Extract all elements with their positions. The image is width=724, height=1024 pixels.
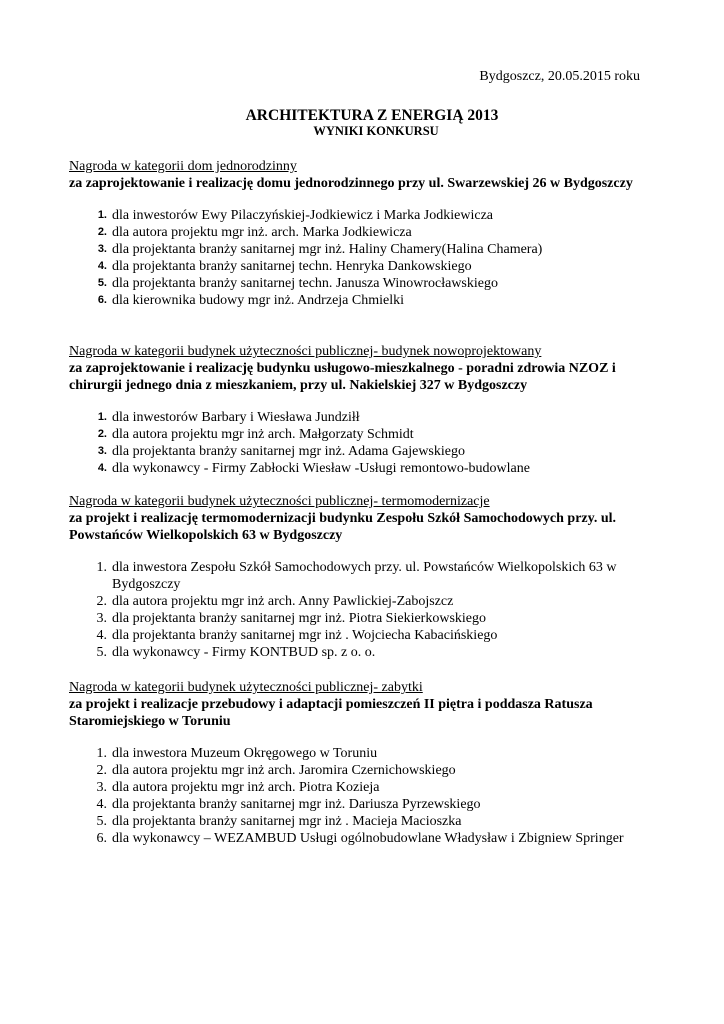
list-item <box>69 762 649 779</box>
list-item <box>69 443 649 460</box>
list-item <box>69 559 649 593</box>
list-item <box>69 593 649 610</box>
list-item <box>69 779 649 796</box>
list-item <box>69 258 649 275</box>
list-item <box>69 409 649 426</box>
list-item <box>69 830 649 847</box>
list-item-text: dla projektanta branży sanitarnej mgr inż . Wojciecha Kabacińskiego <box>112 628 498 643</box>
award-category: Nagroda w kategorii dom jednorodzinny <box>69 159 297 174</box>
list-item-text: dla projektanta branży sanitarnej mgr inż. Piotra Siekierkowskiego <box>112 611 487 626</box>
list-item-text: dla projektanta branży sanitarnej mgr inż. Adama Gajewskiego <box>112 444 465 459</box>
document-title: ARCHITEKTURA Z ENERGIĄ 2013 <box>245 107 499 124</box>
recipients-list <box>69 409 649 477</box>
list-item-text: dla wykonawcy - Firmy KONTBUD sp. z o. o. <box>112 645 376 660</box>
list-item <box>69 813 649 830</box>
list-item <box>69 275 649 292</box>
award-description: za zaprojektowanie i realizację domu jednorodzinnego przy ul. Swarzewskiej 26 w Bydgoszczy <box>69 176 633 191</box>
list-item-text: dla inwestora Muzeum Okręgowego w Toruniu <box>112 746 378 761</box>
list-number: 4. <box>96 797 107 812</box>
award-section-monuments <box>69 679 649 847</box>
award-description: za zaprojektowanie i realizację budynku usługowo-mieszkalnego - poradni zdrowia NZOZ i chirurgii jednego dnia z mieszkaniem, przy ul. Nakielskiej 327 w Bydgoszczy <box>69 361 616 393</box>
list-item <box>69 292 649 309</box>
list-item-text: dla autora projektu mgr inż arch. Małgorzaty Schmidt <box>112 427 414 442</box>
list-number: 6. <box>97 294 107 306</box>
list-number: 2. <box>96 763 107 778</box>
list-item-text: dla wykonawcy – WEZAMBUD Usługi ogólnobudowlane Władysław i Zbigniew Springer <box>112 831 624 846</box>
recipients-list <box>69 745 649 847</box>
list-item <box>69 745 649 762</box>
list-number: 1. <box>96 746 107 761</box>
list-number: 4. <box>97 462 107 474</box>
recipients-list <box>69 559 649 661</box>
list-item <box>69 207 649 224</box>
award-section-public-new-building <box>69 343 649 477</box>
list-item-text: dla autora projektu mgr inż arch. Piotra Kozieja <box>112 780 380 795</box>
recipients-list <box>69 207 649 309</box>
award-category: Nagroda w kategorii budynek użyteczności publicznej- termomodernizacje <box>69 494 490 509</box>
document-subtitle: WYNIKI KONKURSU <box>313 124 439 138</box>
list-item <box>69 241 649 258</box>
list-item-text: dla projektanta branży sanitarnej mgr inż . Macieja Macioszka <box>112 814 462 829</box>
award-section-single-family <box>69 158 649 309</box>
document-date: Bydgoszcz, 20.05.2015 roku <box>479 69 640 84</box>
list-item-text: dla inwestorów Ewy Pilaczyńskiej-Jodkiewicz i Marka Jodkiewicza <box>112 208 494 223</box>
list-item-text: dla projektanta branży sanitarnej techn. Janusza Winowrocławskiego <box>112 276 498 291</box>
list-number: 4. <box>97 260 107 272</box>
award-description: za projekt i realizacje przebudowy i adaptacji pomieszczeń II piętra i poddasza Ratusza Staromiejskiego w Toruniu <box>69 697 593 729</box>
award-category: Nagroda w kategorii budynek użyteczności publicznej- zabytki <box>69 680 423 695</box>
list-number: 3. <box>97 243 107 255</box>
list-number: 3. <box>96 611 107 626</box>
list-item <box>69 627 649 644</box>
list-number: 1. <box>96 560 107 575</box>
list-item-text: dla autora projektu mgr inż arch. Anny Pawlickiej-Zabojszcz <box>112 594 454 609</box>
list-number: 5. <box>96 814 107 829</box>
list-item <box>69 460 649 477</box>
list-number: 1. <box>97 411 107 423</box>
list-number: 3. <box>97 445 107 457</box>
award-category: Nagroda w kategorii budynek użyteczności publicznej- budynek nowoprojektowany <box>69 344 542 359</box>
list-number: 5. <box>97 277 107 289</box>
list-item-text: dla inwestora Zespołu Szkół Samochodowych przy. ul. Powstańców Wielkopolskich 63 w Bydgoszczy <box>112 560 617 592</box>
list-item-text: dla wykonawcy - Firmy Zabłocki Wiesław -Usługi remontowo-budowlane <box>112 461 530 476</box>
list-number: 5. <box>96 645 107 660</box>
list-item-text: dla projektanta branży sanitarnej mgr inż. Haliny Chamery(Halina Chamera) <box>112 242 543 257</box>
list-item <box>69 644 649 661</box>
list-number: 4. <box>96 628 107 643</box>
list-item <box>69 224 649 241</box>
list-item <box>69 610 649 627</box>
list-item-text: dla projektanta branży sanitarnej mgr inż. Dariusza Pyrzewskiego <box>112 797 481 812</box>
list-number: 2. <box>97 226 107 238</box>
list-item-text: dla inwestorów Barbary i Wiesława Jundziłł <box>112 410 360 425</box>
award-description: za projekt i realizację termomodernizacji budynku Zespołu Szkół Samochodowych przy. ul. Powstańców Wielkopolskich 63 w Bydgoszczy <box>69 511 617 543</box>
list-number: 2. <box>96 594 107 609</box>
list-number: 6. <box>96 831 107 846</box>
list-number: 2. <box>97 428 107 440</box>
list-item <box>69 796 649 813</box>
list-item <box>69 426 649 443</box>
list-item-text: dla autora projektu mgr inż. arch. Marka Jodkiewicza <box>112 225 412 240</box>
list-number: 1. <box>97 209 107 221</box>
list-item-text: dla autora projektu mgr inż arch. Jaromira Czernichowskiego <box>112 763 456 778</box>
award-section-thermomodernization <box>69 493 649 661</box>
list-item-text: dla kierownika budowy mgr inż. Andrzeja Chmielki <box>112 293 404 308</box>
list-item-text: dla projektanta branży sanitarnej techn. Henryka Dankowskiego <box>112 259 472 274</box>
list-number: 3. <box>96 780 107 795</box>
